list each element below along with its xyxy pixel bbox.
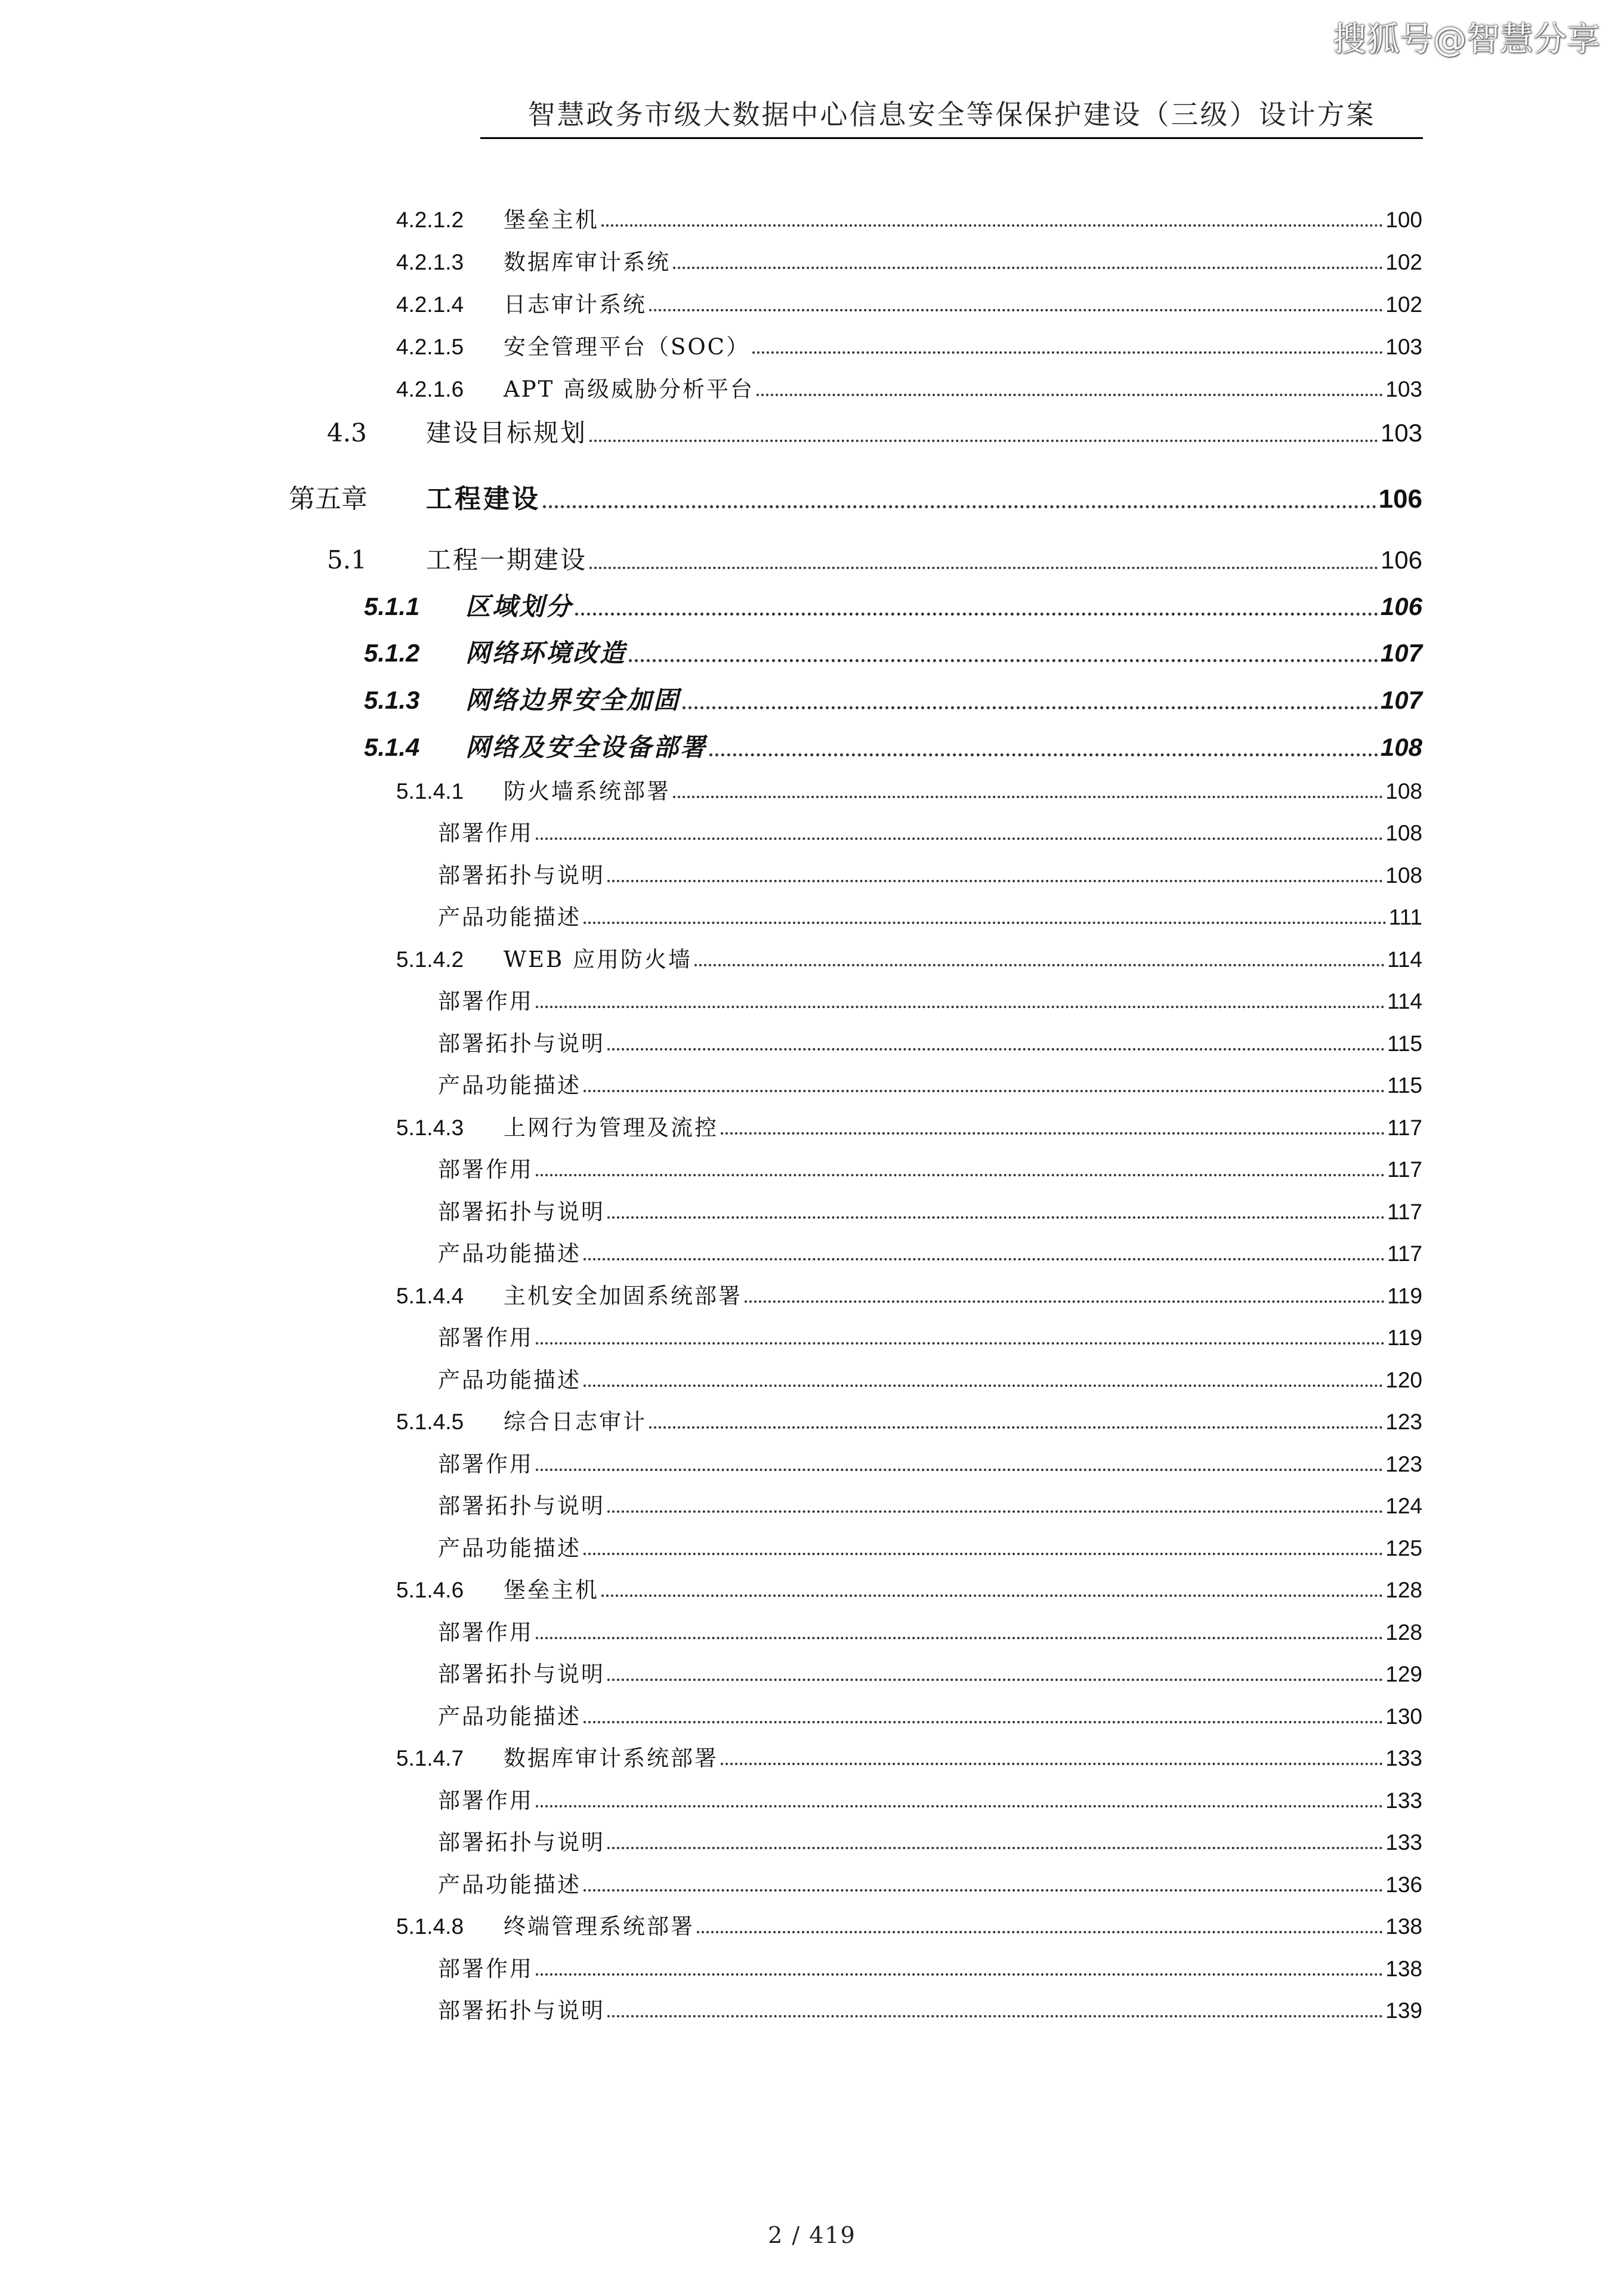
toc-entry[interactable] xyxy=(438,1067,1422,1099)
toc-entry-page: 100 xyxy=(1385,208,1422,232)
toc-entry-title: 部署作用 xyxy=(438,1157,533,1182)
toc-entry-page: 133 xyxy=(1385,1746,1422,1770)
toc-entry-title: 部署拓扑与说明 xyxy=(438,1199,605,1225)
toc-entry-number: 5.1.4.8 xyxy=(396,1914,464,1939)
toc-entry[interactable] xyxy=(438,983,1422,1015)
toc-entry-title: 堡垒主机 xyxy=(504,1577,599,1603)
toc-dot-leader xyxy=(683,706,1378,709)
toc-dot-leader xyxy=(752,351,1383,354)
toc-dot-leader xyxy=(536,1342,1385,1345)
toc-dot-leader xyxy=(536,1006,1385,1008)
toc-entry-number: 4.2.1.6 xyxy=(396,377,464,401)
toc-entry[interactable] xyxy=(327,413,1422,449)
toc-entry-title: 工程建设 xyxy=(426,484,541,514)
toc-dot-leader xyxy=(583,1721,1383,1723)
toc-entry-number: 5.1.4 xyxy=(364,733,420,761)
toc-entry[interactable] xyxy=(327,540,1422,576)
toc-entry[interactable] xyxy=(438,1362,1422,1394)
toc-entry-page: 130 xyxy=(1385,1704,1422,1729)
toc-entry-page: 108 xyxy=(1385,779,1422,804)
toc-dot-leader xyxy=(607,1510,1383,1513)
toc-entry-number: 5.1.4.2 xyxy=(396,947,464,972)
toc-entry-number: 5.1.4.5 xyxy=(396,1410,464,1434)
toc-entry-title: 产品功能描述 xyxy=(438,1535,581,1561)
toc-entry[interactable] xyxy=(396,244,1422,276)
toc-entry-page: 119 xyxy=(1387,1325,1422,1350)
toc-entry-title: 数据库审计系统 xyxy=(504,249,671,275)
toc-entry[interactable] xyxy=(438,1867,1422,1899)
toc-entry-title: 终端管理系统部署 xyxy=(504,1914,694,1939)
toc-dot-leader xyxy=(536,1805,1383,1807)
toc-entry-page: 107 xyxy=(1380,686,1422,714)
toc-dot-leader xyxy=(536,1973,1383,1976)
toc-entry-number: 5.1 xyxy=(327,545,367,574)
toc-entry[interactable] xyxy=(438,1488,1422,1520)
toc-entry-page: 133 xyxy=(1385,1830,1422,1855)
toc-entry-number: 5.1.4.6 xyxy=(396,1578,464,1602)
toc-entry-title: 产品功能描述 xyxy=(438,1367,581,1393)
toc-entry-page: 129 xyxy=(1385,1662,1422,1686)
toc-entry[interactable] xyxy=(438,899,1422,931)
toc-entry-page: 102 xyxy=(1385,292,1422,317)
toc-dot-leader xyxy=(575,613,1378,616)
toc-entry-title: 主机安全加固系统部署 xyxy=(504,1283,742,1309)
toc-entry[interactable] xyxy=(438,815,1422,847)
toc-entry-title: 产品功能描述 xyxy=(438,1241,581,1266)
toc-entry-title: 防火墙系统部署 xyxy=(504,778,671,804)
toc-entry-number: 5.1.3 xyxy=(364,686,420,714)
toc-entry-title: 部署作用 xyxy=(438,1451,533,1477)
toc-entry-page: 115 xyxy=(1387,1073,1422,1098)
toc-entry-title: 部署作用 xyxy=(438,820,533,846)
toc-entry-page: 119 xyxy=(1387,1284,1422,1308)
toc-entry-number: 4.2.1.3 xyxy=(396,250,464,274)
toc-entry-page: 125 xyxy=(1385,1536,1422,1560)
toc-dot-leader xyxy=(673,796,1383,798)
toc-dot-leader xyxy=(607,1847,1383,1849)
toc-entry-number: 5.1.4.4 xyxy=(396,1284,464,1308)
toc-entry[interactable] xyxy=(396,202,1422,234)
toc-entry[interactable] xyxy=(438,1992,1422,2025)
toc-entry-number: 5.1.4.1 xyxy=(396,779,464,804)
toc-entry-title: 产品功能描述 xyxy=(438,1872,581,1898)
page-number: 2 / 419 xyxy=(768,2222,856,2248)
toc-entry-title: 堡垒主机 xyxy=(504,207,599,233)
toc-entry-title: 部署作用 xyxy=(438,988,533,1014)
toc-entry-title: 网络及安全设备部署 xyxy=(465,733,708,762)
toc-entry[interactable] xyxy=(396,329,1422,361)
toc-entry-page: 107 xyxy=(1380,639,1422,667)
toc-entry-page: 123 xyxy=(1385,1410,1422,1434)
toc-dot-leader xyxy=(583,1385,1383,1387)
toc-entry[interactable] xyxy=(438,1319,1422,1352)
toc-entry-number: 4.2.1.5 xyxy=(396,335,464,359)
toc-entry-page: 115 xyxy=(1387,1031,1422,1056)
toc-entry-title: 产品功能描述 xyxy=(438,1704,581,1729)
toc-entry[interactable] xyxy=(438,1446,1422,1478)
toc-entry-title: 日志审计系统 xyxy=(504,292,647,317)
toc-entry-page: 103 xyxy=(1385,377,1422,401)
toc-entry-page: 139 xyxy=(1385,1998,1422,2023)
toc-dot-leader xyxy=(536,1469,1383,1471)
toc-entry-page: 124 xyxy=(1385,1494,1422,1518)
toc-dot-leader xyxy=(607,1679,1383,1681)
toc-entry-number: 4.2.1.2 xyxy=(396,208,464,232)
toc-entry[interactable] xyxy=(396,1110,1422,1142)
toc-entry-title: 产品功能描述 xyxy=(438,904,581,930)
toc-entry[interactable] xyxy=(438,1698,1422,1731)
toc-dot-leader xyxy=(601,224,1383,227)
toc-entry-title: 部署拓扑与说明 xyxy=(438,1031,605,1056)
toc-entry[interactable] xyxy=(396,1740,1422,1772)
document-header-title: 智慧政务市级大数据中心信息安全等保保护建设（三级）设计方案 xyxy=(527,98,1376,131)
toc-entry[interactable] xyxy=(396,286,1422,319)
toc-entry[interactable] xyxy=(438,1656,1422,1688)
toc-entry-page: 136 xyxy=(1385,1872,1422,1897)
toc-dot-leader xyxy=(583,1553,1383,1555)
toc-entry-page: 108 xyxy=(1380,733,1422,761)
toc-entry-page: 103 xyxy=(1380,419,1422,447)
toc-entry[interactable] xyxy=(396,941,1422,974)
toc-entry-title: 工程一期建设 xyxy=(426,545,588,574)
toc-entry[interactable] xyxy=(438,1235,1422,1268)
toc-entry-title: 部署拓扑与说明 xyxy=(438,863,605,888)
toc-dot-leader xyxy=(536,1174,1385,1176)
toc-entry-title: 部署作用 xyxy=(438,1788,533,1813)
toc-entry-number: 5.1.1 xyxy=(364,592,420,620)
toc-entry[interactable] xyxy=(438,1151,1422,1183)
toc-entry-title: 部署作用 xyxy=(438,1620,533,1645)
toc-dot-leader xyxy=(543,505,1376,508)
toc-dot-leader xyxy=(583,1258,1385,1260)
toc-entry-page: 123 xyxy=(1385,1452,1422,1476)
toc-entry-title: 部署拓扑与说明 xyxy=(438,1661,605,1687)
toc-entry[interactable] xyxy=(289,477,1422,515)
toc-entry-title: 部署作用 xyxy=(438,1956,533,1982)
toc-entry-number: 4.3 xyxy=(327,418,367,447)
toc-dot-leader xyxy=(607,1048,1385,1050)
toc-dot-leader xyxy=(607,2015,1383,2017)
toc-entry-page: 102 xyxy=(1385,250,1422,274)
toc-entry[interactable] xyxy=(438,1025,1422,1058)
toc-entry[interactable] xyxy=(396,1572,1422,1604)
toc-entry-page: 128 xyxy=(1385,1578,1422,1602)
toc-entry[interactable] xyxy=(396,371,1422,403)
toc-entry-title: 建设目标规划 xyxy=(426,418,588,447)
toc-entry-page: 106 xyxy=(1380,592,1422,620)
toc-entry[interactable] xyxy=(438,1194,1422,1226)
toc-entry-page: 106 xyxy=(1380,546,1422,574)
toc-entry-title: 部署拓扑与说明 xyxy=(438,1493,605,1519)
toc-entry-title: 安全管理平台（SOC） xyxy=(504,334,750,360)
toc-dot-leader xyxy=(629,659,1378,662)
toc-entry-page: 114 xyxy=(1387,989,1422,1013)
toc-entry-title: 数据库审计系统部署 xyxy=(504,1745,718,1771)
toc-entry-page: 117 xyxy=(1387,1157,1422,1182)
toc-entry-page: 133 xyxy=(1385,1788,1422,1813)
header-divider xyxy=(480,137,1423,139)
toc-dot-leader xyxy=(721,1763,1383,1765)
toc-entry[interactable] xyxy=(438,1951,1422,1983)
toc-entry-title: WEB 应用防火墙 xyxy=(504,947,692,972)
toc-entry[interactable] xyxy=(438,857,1422,889)
toc-entry-page: 103 xyxy=(1385,335,1422,359)
toc-dot-leader xyxy=(607,880,1383,882)
toc-dot-leader xyxy=(694,964,1385,966)
toc-dot-leader xyxy=(649,309,1383,311)
toc-entry-title: 网络环境改造 xyxy=(465,638,627,668)
toc-entry-page: 117 xyxy=(1387,1241,1422,1266)
toc-entry-page: 108 xyxy=(1385,863,1422,888)
toc-entry-number: 5.1.2 xyxy=(364,639,420,667)
toc-entry-page: 108 xyxy=(1385,821,1422,845)
toc-entry-page: 114 xyxy=(1387,947,1422,972)
toc-entry-title: 部署作用 xyxy=(438,1325,533,1351)
toc-entry[interactable] xyxy=(396,1404,1422,1436)
toc-entry[interactable] xyxy=(438,1824,1422,1856)
toc-entry-title: 区域划分 xyxy=(465,592,573,621)
toc-entry-page: 120 xyxy=(1385,1368,1422,1392)
toc-entry-title: 上网行为管理及流控 xyxy=(504,1115,718,1141)
toc-entry-title: 综合日志审计 xyxy=(504,1409,647,1435)
toc-entry-title: 部署拓扑与说明 xyxy=(438,1998,605,2023)
toc-dot-leader xyxy=(589,567,1378,569)
toc-entry-number: 4.2.1.4 xyxy=(396,292,464,317)
toc-dot-leader xyxy=(709,753,1378,756)
toc-dot-leader xyxy=(583,1889,1383,1892)
toc-entry-page: 111 xyxy=(1388,905,1422,929)
toc-entry-title: 部署拓扑与说明 xyxy=(438,1830,605,1855)
toc-entry[interactable] xyxy=(438,1782,1422,1815)
toc-entry-page: 106 xyxy=(1378,484,1422,514)
toc-dot-leader xyxy=(745,1300,1385,1303)
toc-dot-leader xyxy=(583,1090,1385,1092)
toc-dot-leader xyxy=(697,1931,1383,1933)
toc-entry[interactable] xyxy=(396,1278,1422,1310)
toc-entry[interactable] xyxy=(438,1614,1422,1646)
toc-dot-leader xyxy=(673,267,1383,269)
toc-entry-page: 117 xyxy=(1387,1115,1422,1140)
toc-dot-leader xyxy=(601,1594,1383,1597)
toc-entry-title: 网络边界安全加固 xyxy=(465,685,681,715)
toc-entry-number: 5.1.4.3 xyxy=(396,1115,464,1140)
toc-entry-page: 138 xyxy=(1385,1957,1422,1981)
toc-dot-leader xyxy=(589,440,1378,442)
watermark: 搜狐号@智慧分享 xyxy=(1333,20,1600,59)
toc-dot-leader xyxy=(757,394,1383,396)
toc-entry-page: 117 xyxy=(1387,1200,1422,1224)
toc-dot-leader xyxy=(536,1637,1383,1639)
toc-dot-leader xyxy=(536,838,1383,840)
toc-entry-page: 138 xyxy=(1385,1914,1422,1939)
toc-dot-leader xyxy=(607,1216,1385,1219)
toc-dot-leader xyxy=(649,1426,1383,1429)
toc-entry[interactable] xyxy=(364,587,1422,623)
toc-entry[interactable] xyxy=(396,773,1422,805)
toc-entry-title: 产品功能描述 xyxy=(438,1073,581,1098)
toc-entry[interactable] xyxy=(364,634,1422,669)
toc-entry-title: APT 高级威胁分析平台 xyxy=(504,376,755,402)
toc-entry[interactable] xyxy=(396,1908,1422,1940)
toc-entry-number: 第五章 xyxy=(289,484,368,514)
toc-entry[interactable] xyxy=(364,681,1422,716)
toc-entry-number: 5.1.4.7 xyxy=(396,1746,464,1770)
toc-entry[interactable] xyxy=(438,1530,1422,1562)
toc-entry-page: 128 xyxy=(1385,1620,1422,1645)
toc-entry[interactable] xyxy=(364,728,1422,764)
toc-dot-leader xyxy=(583,922,1387,924)
toc-dot-leader xyxy=(721,1132,1385,1135)
